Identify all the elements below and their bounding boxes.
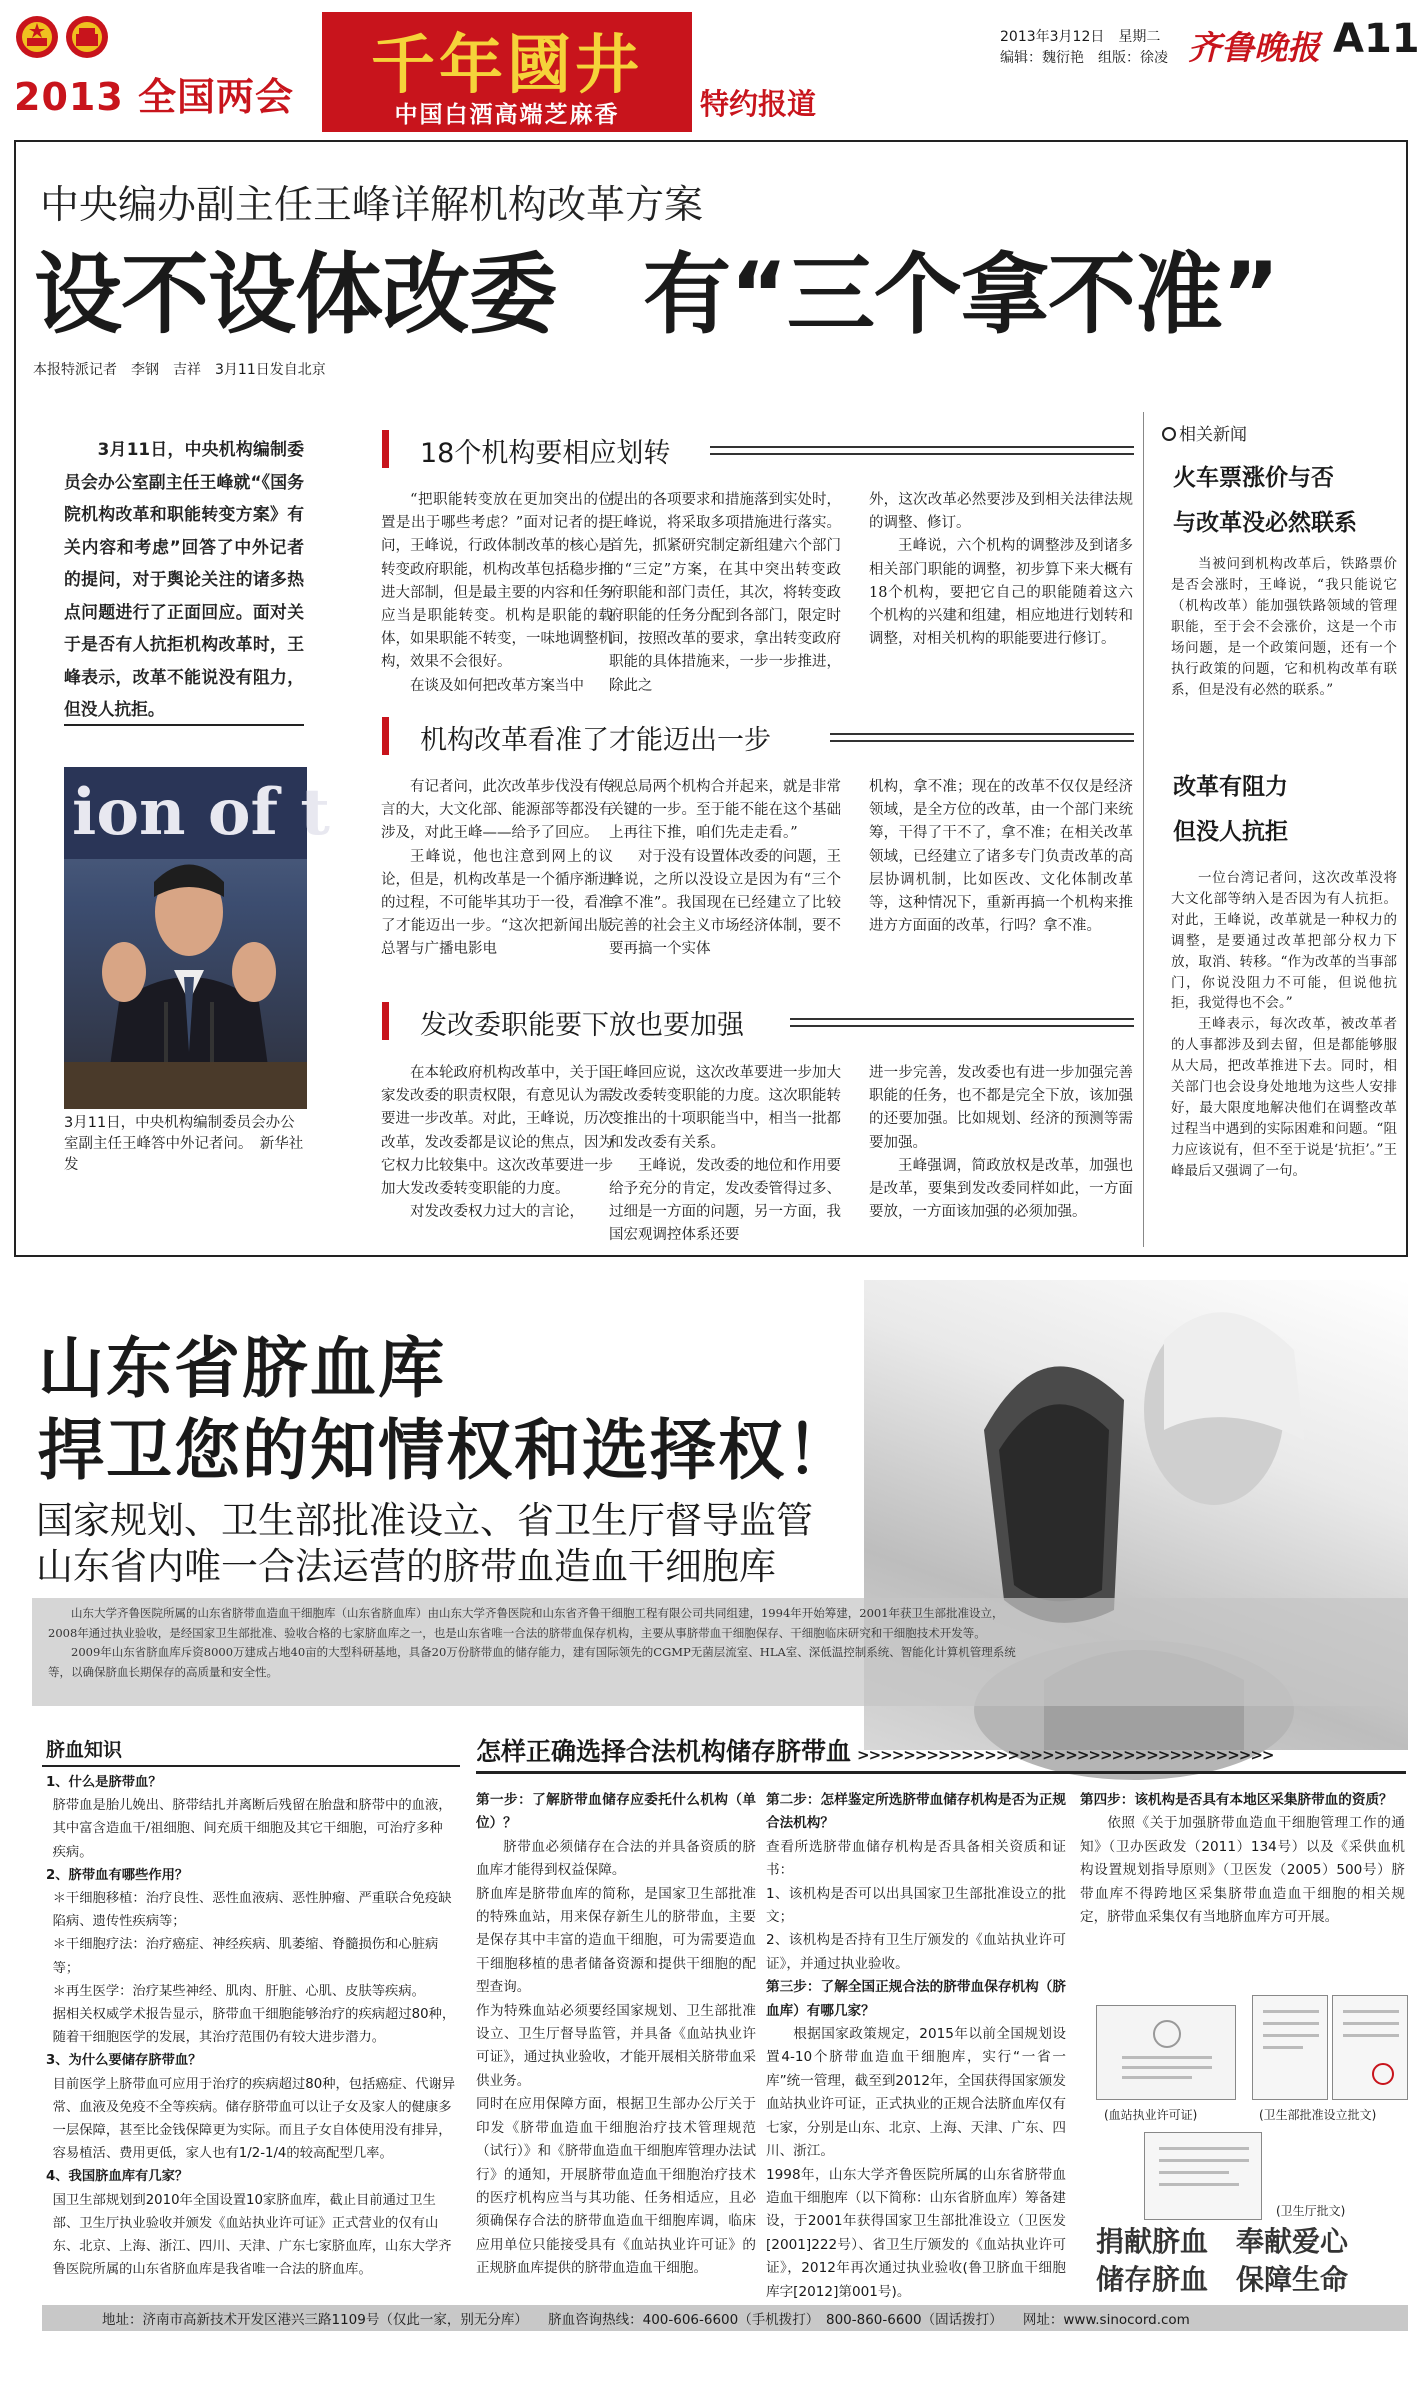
article-paragraph: 提出的各项要求和措施落到实处时，王峰说，将采取多项措施进行落实。首先，抓紧研究制定新组建六个部门的“三定”方案，在其中突出转变政府职能和部门责任，其次，将转变政府职能的任务分配到各部门，限定时间，按照改革的要求，拿出转变政府职能的具体措施来，一步一步推进，除此之 [609,492,841,694]
article-paragraph: 王峰强调，简政放权是改革，加强也是改革，要集到发改委同样如此，一方面要放，一方面该加强的必须加强。 [869,1157,1133,1221]
sidebar-paragraph: 当被问到机构改革后，铁路票价是否会涨时，王峰说，“我只能说它（机构改革）能加强铁路领域的管理职能，至于会不会涨价，这是一个市场问题，是一个政策问题，还有一个执行政策的问题，它和机构改革有联系，但是没有必然的联系。” [1171,556,1397,698]
article-photo [64,767,330,1109]
ad-footer-band [42,2305,1408,2331]
howto-title: 怎样正确选择合法机构储存脐带血 >>>>>>>>>>>>>>>>>>>>>>>>>>>>>>>>>>>> [476,1737,1274,1766]
knowledge-list: 1、什么是脐带血？ 脐带血是胎儿娩出、脐带结扎并离断后残留在胎盘和脐带中的血液，其中富含造血干/祖细胞、间充质干细胞及其它干细胞，可治疗多种疾病。 2、脐带血有哪些作用？ ＊干细胞移植：治疗良性、恶性血液病、恶性肿瘤、严重联合免疫缺陷病、遗传性疾病等； ＊干细胞疗法：治疗癌症、神经疾病、肌萎缩、脊髓损伤和心脏病等； ＊再生医学：治疗某些神经、肌肉、肝脏、心肌、皮肤等疾病。 据相关权威学术报告显示，脐带血干细胞能够治疗的疾病超过80种，随着干细胞医学的发展，其治疗范围仍有较大进步潜力。 3、为什么要储存脐带血？ 目前医学上脐带血可应用于治疗的疾病超过80种，包括癌症、代谢异常、血液及免疫不全等疾病。储存脐带血可以让子女及家人的健康多一层保障，甚至比金钱保障更为实际。而且子女自体使用没有排异，容易植活、费用更低，家人也有1/2-1/4的较高配型几率。 4、我国脐血库有几家？ 国卫生部规划到2010年全国设置10家脐血库，截止目前通过卫生部、卫生厅执业验收并颁发《血站执业许可证》正式营业的仅有山东、北京、上海、浙江、四川、天津、广东七家脐血库，山东大学齐鲁医院所属的山东省脐血库是我省唯一合法的脐血库。 [46,1775,456,2278]
section-title: 机构改革看准了才能迈出一步 [420,725,771,756]
ad-subtitle-2: 山东省内唯一合法运营的脐带血造血干细胞库 [36,1545,776,1588]
sponsor-box [322,12,692,132]
national-emblem-icon [14,14,60,60]
article-column [609,1062,841,1247]
sponsor-slogan: 中国白酒高端芝麻香 [394,102,620,128]
knowledge-title: 脐血知识 [46,1739,123,1761]
article-column [869,776,1133,991]
document-icon [1333,1996,1409,2101]
section-title: 发改委职能要下放也要加强 [420,1010,744,1041]
article-column [381,776,613,991]
article-paragraph: 王峰说，发改委的地位和作用要给予充分的肯定，发改委管得过多、过细是一方面的问题，另一方面，我国宏观调控体系还要 [609,1157,841,1244]
ad-intro: 山东大学齐鲁医院所属的山东省脐带血造血干细胞库（山东省脐血库）由山东大学齐鲁医院和山东省齐鲁干细胞工程有限公司共同组建，1994年开始筹建，2001年获卫生部批准设立，2008年通过执业验收，是经国家卫生部批准、验收合格的七家脐血库之一，也是山东省唯一合法的脐带血保存机构，主要从事脐带血干细胞保存、干细胞临床研究和干细胞技术开发等。 2009年山东省脐血库斥资8000万建成占地40亩的大型科研基地，具备20万份脐带血的储存能力，建有国际领先的CGMP无菌层流室、HLA室、深低温控制系统、智能化计算机管理系统等，以确保脐血长期保存的高质量和安全性。 [48,1606,1016,1679]
article-paragraph: 对发改委权力过大的言论， [410,1204,584,1221]
section-marker [382,430,389,468]
article-column [869,1062,1133,1247]
certificate-icon [1097,2006,1237,2101]
conference-title: 2013 全国两会 [14,75,294,119]
related-news-icon [1162,427,1176,441]
sidebar-headline: 改革有阻力 但没人抗拒 [1173,774,1288,845]
article-paragraph: 在谈及如何把改革方案当中 [410,677,584,694]
section-marker [382,717,389,755]
article-column [609,489,841,721]
certificate-label: (卫生厅批文) [1276,2204,1346,2218]
knowledge-box [42,1735,460,2278]
article-paragraph: 机构，拿不准；现在的改革不仅仅是经济领域，是全方位的改革，由一个部门来统筹，干得了干不了，拿不准；在相关改革领域，已经建立了诸多专门负责改革的高层协调机制，比如医改、文化体制改革等，这种情况下，重新再搞一个机构来推进方方面面的改革，行吗？拿不准。 [869,779,1133,935]
article-byline: 本报特派记者 李钢 吉祥 3月11日发自北京 [33,362,326,378]
paper-name: 齐鲁晚报 [1188,28,1320,67]
article-column [869,489,1133,721]
article-column [381,489,613,721]
article-paragraph: 有记者问，此次改革步伐没有传言的大，大文化部、能源部等都没有涉及，对此王峰——给予了回应。 [381,779,613,842]
article-paragraph: “把职能转变放在更加突出的位置是出于哪些考虑？”面对记者的提问，王峰说，行政体制改革的核心是转变政府职能，机构改革包括稳步推进大部制，但是最主要的内容和任务应当是职能转变。机构是职能的载体，如果职能不转变，一味地调整机构，效果不会很好。 [381,492,613,671]
sidebar-paragraph: 一位台湾记者问，这次改革没将大文化部等纳入是否因为有人抗拒。对此，王峰说，改革就是一种权力的调整，是要通过改革把部分权力下放，取消、转移。“作为改革的当事部门，你说没阻力不可能，但说他抗拒，我觉得也不会。” [1171,870,1397,1012]
certificate-image [1144,2132,1262,2220]
ad-title-1: 山东省脐血库 [38,1330,446,1407]
section-rule [830,733,1134,742]
ad-footer: 地址：济南市高新技术开发区港兴三路1109号（仅此一家，别无分库） 脐血咨询热线：400-606-6600（手机拨打） 800-860-6600（固话拨打） 网址：www.sinocord.com [102,2312,1190,2328]
section-title: 18个机构要相应划转 [420,438,671,469]
article-paragraph: 王峰回应说，这次改革要进一步加大发改委转变职能的力度。这次职能转变推出的十项职能当中，相当一批都和发改委有关系。 [609,1065,841,1151]
step-2-3: 第二步：怎样鉴定所选脐带血储存机构是否为正规合法机构？ 查看所选脐带血储存机构是否具备相关资质和证书： 1、该机构是否可以出具国家卫生部批准设立的批文； 2、该机构是否持有卫生厅颁发的《血站执业许可证》，并通过执业验收。 第三步：了解全国正规合法的脐带血保存机构（脐血库）有哪几家？ 根据国家政策规定，2015年以前全国规划设置4-10个脐带血造血干细胞库，实行“一省一库”统一管理，截至到2012年，全国获得国家颁发血站执业许可证，正式执业的正规合法脐血库仅有七家，分别是山东、北京、上海、天津、广东、四川、浙江。 1998年，山东大学齐鲁医院所属的山东省脐带血造血干细胞库（以下简称：山东省脐血库）筹备建设，于2001年获得国家卫生部批准设立（卫医发[2001]222号）、省卫生厅颁发的《血站执业许可证》，2012年再次通过执业验收(鲁卫脐血干细胞库字[2012]第001号)。 [766,1792,1066,2300]
section-rule [710,446,1134,455]
related-news-label: 相关新闻 [1162,420,1247,445]
masthead [0,0,1420,140]
step-1: 第一步：了解脐带血储存应委托什么机构（单位）？ 脐带血必须储存在合法的并具备资质的脐血库才能得到权益保障。 脐血库是脐带血库的简称，是国家卫生部批准的特殊血站，用来保存新生儿的脐带血，主要是保存其中丰富的造血干细胞，可为需要造血干细胞移植的患者储备资源和提供干细胞的配型查询。 作为特殊血站必须要经国家规划、卫生部批准设立、卫生厅督导监管，并具备《血站执业许可证》，通过执业验收，才能开展相关脐带血采供业务。 同时在应用保障方面，根据卫生部办公厅关于印发《脐带血造血干细胞治疗技术管理规范（试行）》和《脐带血造血干细胞库管理办法试行》的通知，开展脐带血造血干细胞治疗技术的医疗机构应当与其功能、任务相适应，且必须确保存合法的脐带血造血干细胞库调，临床应用单位只能接受具有《血站执业许可证》的正规脐血库提供的脐带血造血干细胞。 [476,1792,756,2277]
step-4: 第四步：该机构是否具有本地区采集脐带血的资质？ 依照《关于加强脐带血造血干细胞管理工作的通知》（卫办医政发（2011）134号）以及《采供血机构设置规划指导原则》（卫医发（2005）500号）脐带血库不得跨地区采集脐带血造血干细胞的相关规定，脐带血采集仅有当地脐血库方可开展。 [1080,1792,1405,1926]
special-report-label: 特约报道 [700,87,817,121]
article-paragraph: 视总局两个机构合并起来，就是非常关键的一步。至于能不能在这个基础上再往下推，咱们先走走看。” [609,779,841,842]
article-column [609,776,841,991]
article-kicker: 中央编办副主任王峰详解机构改革方案 [40,183,704,228]
editors: 编辑：魏衍艳 组版：徐凌 [1000,50,1168,66]
article-paragraph: 王峰说，他也注意到网上的议论，但是，机构改革是一个循序渐进的过程，不可能毕其功于一役，看准了才能迈出一步。“这次把新闻出版总署与广播电影电 [381,848,613,958]
document-icon [1253,1996,1329,2101]
sidebar-paragraph: 王峰表示，每次改革，被改革者的人事都涉及到去留，但是都能够服从大局，把改革推进下去。同时，相关部门也会设身处地地为这些人安排好，最大限度地解决他们在调整改革过程当中遇到的实际困难和问题。“阻力应该说有，但不至于说是‘抗拒’。”王峰最后又强调了一句。 [1171,1016,1397,1179]
certificate-image [1332,1995,1408,2100]
article-paragraph: 外，这次改革必然要涉及到相关法律法规的调整、修订。 [869,492,1133,532]
section-rule [790,1018,1134,1027]
ad-area [14,1280,1408,2375]
article-headline: 设不设体改委 有“三个拿不准” [34,243,1279,346]
sponsor-brand: 千年國井 [371,29,643,103]
certificate-label: (卫生部批准设立批文) [1259,2108,1377,2122]
ad-subtitle-1: 国家规划、卫生部批准设立、省卫生厅督导监管 [36,1499,813,1542]
photo-caption: 3月11日，中央机构编制委员会办公室副主任王峰答中外记者问。 新华社发 [64,1115,304,1173]
sidebar-headline: 火车票涨价与否 与改革没必然联系 [1173,465,1357,536]
ad-slogan: 捐献脐血 奉献爱心 [1096,2225,1349,2258]
ad-title-2: 捍卫您的知情权和选择权！ [38,1412,854,1489]
ad-slogan: 储存脐血 保障生命 [1096,2263,1349,2296]
ad-intro-band [32,1598,1408,1706]
article-column [381,1062,613,1247]
sidebar-divider [1143,412,1144,1247]
certificate-image [1096,2005,1236,2100]
howto-rule [476,1771,1406,1774]
document-icon [1145,2133,1263,2221]
sidebar-body [1171,554,1397,749]
knowledge-rule [42,1765,460,1767]
article-paragraph: 对于没有设置体改委的问题，王峰说，之所以没设立是因为有“三个拿不准”。我国现在已经建立了比较完善的社会主义市场经济体制，要不要再搞一个实体 [609,848,841,958]
sidebar-body [1171,868,1397,1246]
certificate-image [1252,1995,1328,2100]
congress-emblem-icon [64,14,110,60]
speaker-figure [64,852,307,1109]
certificate-label: (血站执业许可证) [1104,2108,1198,2122]
page-number: A11 [1333,16,1420,62]
article-paragraph: 进一步完善，发改委也有进一步加强完善职能的任务，也不都是完全下放，该加强的还要加强。比如规划、经济的预测等需要加强。 [869,1065,1133,1151]
article-lede: 3月11日，中央机构编制委员会办公室副主任王峰就“《国务院机构改革和职能转变方案》有关内容和考虑”回答了中外记者的提问，对于舆论关注的诸多热点问题进行了正面回应。面对关于是否有人抗拒机构改革时，王峰表示，改革不能说没有阻力，但没人抗拒。 [64,439,304,719]
article-paragraph: 王峰说，六个机构的调整涉及到诸多相关部门职能的调整，初步算下来大概有18个机构，要把它自己的职能随着这六个机构的兴建和组建，相应地进行划转和调整，对相关机构的职能要进行修订。 [869,538,1133,648]
article-paragraph: 在本轮政府机构改革中，关于国家发改委的职责权限，有意见认为需要进一步改革。对此，王峰说，历次改革，发改委都是议论的焦点，因为它权力比较集中。这次改革要进一步加大发改委转变职能的力度。 [381,1065,613,1198]
photo-banner-text: ion of t [72,775,330,850]
issue-date: 2013年3月12日 星期二 [1000,29,1161,45]
lede-divider [64,724,304,726]
section-marker [382,1002,389,1040]
